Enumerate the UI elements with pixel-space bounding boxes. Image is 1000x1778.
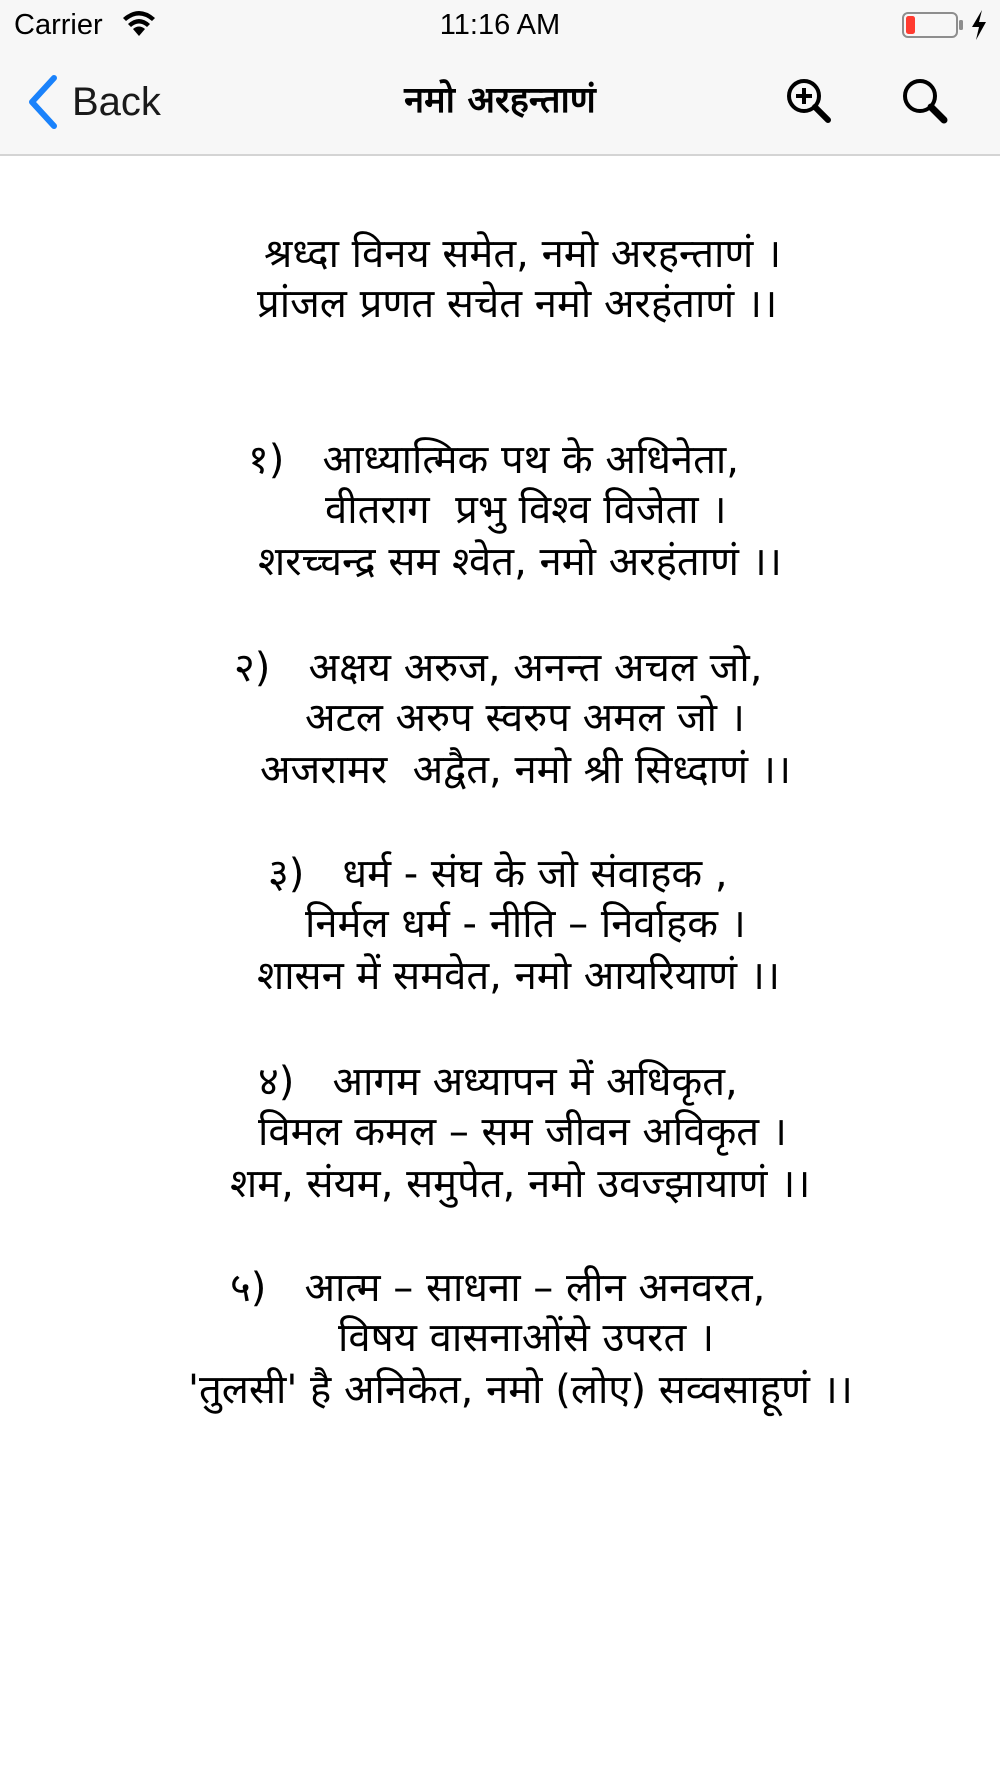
search-icon: [898, 74, 954, 130]
navigation-bar: [0, 50, 1000, 156]
carrier-label: Carrier: [14, 9, 103, 41]
stanza-4-line-1: ४) आगम अध्यापन में अधिकृत,: [258, 1059, 738, 1105]
stanza-3-line-1: ३) धर्म - संघ के जो संवाहक ,: [268, 851, 728, 897]
stanza-2-line-2: अटल अरुप स्वरुप अमल जो ।: [305, 695, 745, 741]
stanza-1-line-1: १) आध्यात्मिक पथ के अधिनेता,: [248, 437, 740, 483]
status-time: 11:16 AM: [439, 9, 561, 41]
status-bar: [0, 0, 1000, 50]
stanza-2-line-1: २) अक्षय अरुज, अनन्त अचल जो,: [234, 645, 763, 691]
stanza-3-line-2: निर्मल धर्म - नीति – निर्वाहक ।: [305, 901, 746, 947]
stanza-3-line-3: शासन में समवेत, नमो आयरियाणं ।।: [257, 953, 781, 999]
stanza-4-line-3: शम, संयम, समुपेत, नमो उवज्झायाणं ।।: [230, 1161, 811, 1207]
battery-icon: [902, 11, 964, 39]
stanza-2-line-3: अजरामर अद्वैत, नमो श्री सिध्दाणं ।।: [260, 747, 792, 793]
charging-bolt-icon: [970, 9, 988, 41]
chevron-left-icon: [26, 74, 62, 130]
zoom-in-icon: [782, 74, 838, 130]
stanza-5-line-2: विषय वासनाओंसे उपरत ।: [338, 1315, 715, 1361]
refrain-line: प्रांजल प्रणत सचेत नमो अरहंताणं ।।: [257, 281, 778, 327]
zoom-button[interactable]: [782, 74, 838, 130]
back-button[interactable]: [26, 74, 161, 130]
page-title: नमो अरहन्ताणं: [404, 80, 596, 121]
stanza-4-line-2: विमल कमल – सम जीवन अविकृत ।: [258, 1109, 787, 1155]
search-button[interactable]: [898, 74, 954, 130]
refrain-line: श्रध्दा विनय समेत, नमो अरहन्ताणं ।: [264, 231, 782, 277]
stanza-5-line-3: 'तुलसी' है अनिकेत, नमो (लोए) सव्वसाहूणं ।।: [188, 1367, 853, 1413]
back-label: Back: [72, 79, 161, 124]
stanza-1-line-2: वीतराग प्रभु विश्व विजेता ।: [325, 487, 727, 533]
stanza-1-line-3: शरच्चन्द्र सम श्वेत, नमो अरहंताणं ।।: [258, 539, 782, 585]
stanza-5-line-1: ५) आत्म – साधना – लीन अनवरत,: [230, 1265, 766, 1311]
